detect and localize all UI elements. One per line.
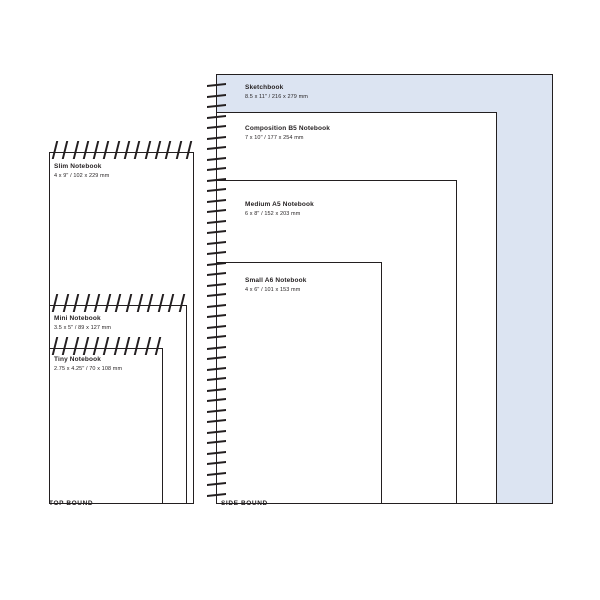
spiral-coil: [207, 440, 226, 444]
label-slim-notebook: [54, 163, 109, 180]
spiral-coil: [207, 83, 226, 87]
label-composition-b5-notebook: [245, 125, 330, 142]
spiral-coil: [207, 419, 226, 423]
spiral-coil: [207, 188, 226, 192]
spiral-binding-tiny: [54, 337, 159, 355]
label-sketchbook: [245, 84, 308, 101]
spiral-coil: [207, 157, 226, 161]
spiral-coil: [83, 141, 89, 159]
spiral-coil: [147, 294, 153, 312]
spiral-coil: [114, 141, 120, 159]
spiral-coil: [144, 141, 150, 159]
spiral-coil: [124, 141, 130, 159]
label-small-a6-notebook: [245, 277, 307, 294]
notebook-title: Mini Notebook: [54, 315, 101, 322]
spiral-coil: [134, 141, 140, 159]
spiral-coil: [207, 94, 226, 98]
label-tiny-notebook: [54, 356, 122, 373]
spiral-coil: [207, 115, 226, 119]
spiral-coil: [207, 262, 226, 266]
notebook-title: Composition B5 Notebook: [245, 125, 331, 132]
section-caption-side-bound: SIDE BOUND: [221, 500, 268, 507]
spiral-coil: [207, 388, 226, 392]
spiral-coil: [207, 314, 226, 318]
notebook-dimensions: 6 x 8" / 152 x 203 mm: [245, 210, 301, 217]
notebook-title: Tiny Notebook: [54, 356, 101, 363]
notebook-dimensions: 4 x 6" / 101 x 153 mm: [245, 286, 301, 293]
spiral-coil: [93, 337, 99, 355]
spiral-coil: [207, 272, 226, 276]
spiral-binding-side: [207, 84, 226, 496]
notebook-dimensions: 7 x 10" / 177 x 254 mm: [245, 134, 304, 141]
spiral-coil: [103, 337, 109, 355]
spiral-coil: [72, 337, 78, 355]
spiral-coil: [105, 294, 111, 312]
notebook-title: Slim Notebook: [54, 163, 102, 170]
spiral-coil: [52, 141, 58, 159]
spiral-coil: [207, 241, 226, 245]
spiral-coil: [103, 141, 109, 159]
notebook-dimensions: 2.75 x 4.25" / 70 x 108 mm: [54, 365, 123, 372]
label-medium-a5-notebook: [245, 201, 314, 218]
spiral-coil: [73, 294, 79, 312]
notebook-title: Medium A5 Notebook: [245, 201, 314, 208]
spiral-coil: [207, 461, 226, 465]
spiral-coil: [207, 451, 226, 455]
spiral-coil: [207, 482, 226, 486]
spiral-coil: [207, 346, 226, 350]
spiral-coil: [207, 377, 226, 381]
spiral-coil: [207, 199, 226, 203]
spiral-coil: [83, 294, 89, 312]
spiral-coil: [155, 141, 161, 159]
spiral-coil: [207, 304, 226, 308]
label-mini-notebook: [54, 315, 111, 332]
spiral-coil: [134, 337, 140, 355]
spiral-coil: [207, 409, 226, 413]
spiral-coil: [136, 294, 142, 312]
spiral-coil: [207, 283, 226, 287]
spiral-coil: [207, 398, 226, 402]
notebook-dimensions: 8.5 x 11" / 216 x 279 mm: [245, 93, 308, 100]
spiral-coil: [207, 146, 226, 150]
spiral-coil: [72, 141, 78, 159]
spiral-coil: [207, 209, 226, 213]
spiral-coil: [62, 337, 68, 355]
notebook-dimensions: 3.5 x 5" / 89 x 127 mm: [54, 324, 112, 331]
spiral-coil: [175, 141, 181, 159]
notebook-title: Small A6 Notebook: [245, 277, 307, 284]
spiral-binding-mini: [54, 294, 183, 312]
spiral-coil: [207, 220, 226, 224]
spiral-coil: [207, 125, 226, 129]
spiral-coil: [207, 335, 226, 339]
spiral-coil: [62, 141, 68, 159]
spiral-coil: [207, 493, 226, 497]
spiral-coil: [158, 294, 164, 312]
spiral-coil: [83, 337, 89, 355]
spiral-coil: [115, 294, 121, 312]
spiral-coil: [62, 294, 68, 312]
spiral-coil: [165, 141, 171, 159]
notebook-small-a6-notebook: [216, 262, 382, 504]
spiral-coil: [207, 251, 226, 255]
spiral-coil: [124, 337, 130, 355]
spiral-coil: [168, 294, 174, 312]
spiral-coil: [126, 294, 132, 312]
spiral-coil: [94, 294, 100, 312]
spiral-coil: [207, 356, 226, 360]
spiral-coil: [207, 178, 226, 182]
spiral-coil: [207, 293, 226, 297]
spiral-coil: [207, 167, 226, 171]
spiral-coil: [207, 367, 226, 371]
spiral-coil: [144, 337, 150, 355]
notebook-dimensions: 4 x 9" / 102 x 229 mm: [54, 172, 110, 179]
spiral-coil: [207, 104, 226, 108]
notebook-title: Sketchbook: [245, 84, 284, 91]
spiral-coil: [207, 136, 226, 140]
spiral-coil: [207, 472, 226, 476]
spiral-coil: [207, 325, 226, 329]
spiral-coil: [207, 230, 226, 234]
section-caption-top-bound: TOP BOUND: [49, 500, 94, 507]
spiral-coil: [114, 337, 120, 355]
spiral-binding-slim: [54, 141, 190, 159]
spiral-coil: [207, 430, 226, 434]
spiral-coil: [93, 141, 99, 159]
